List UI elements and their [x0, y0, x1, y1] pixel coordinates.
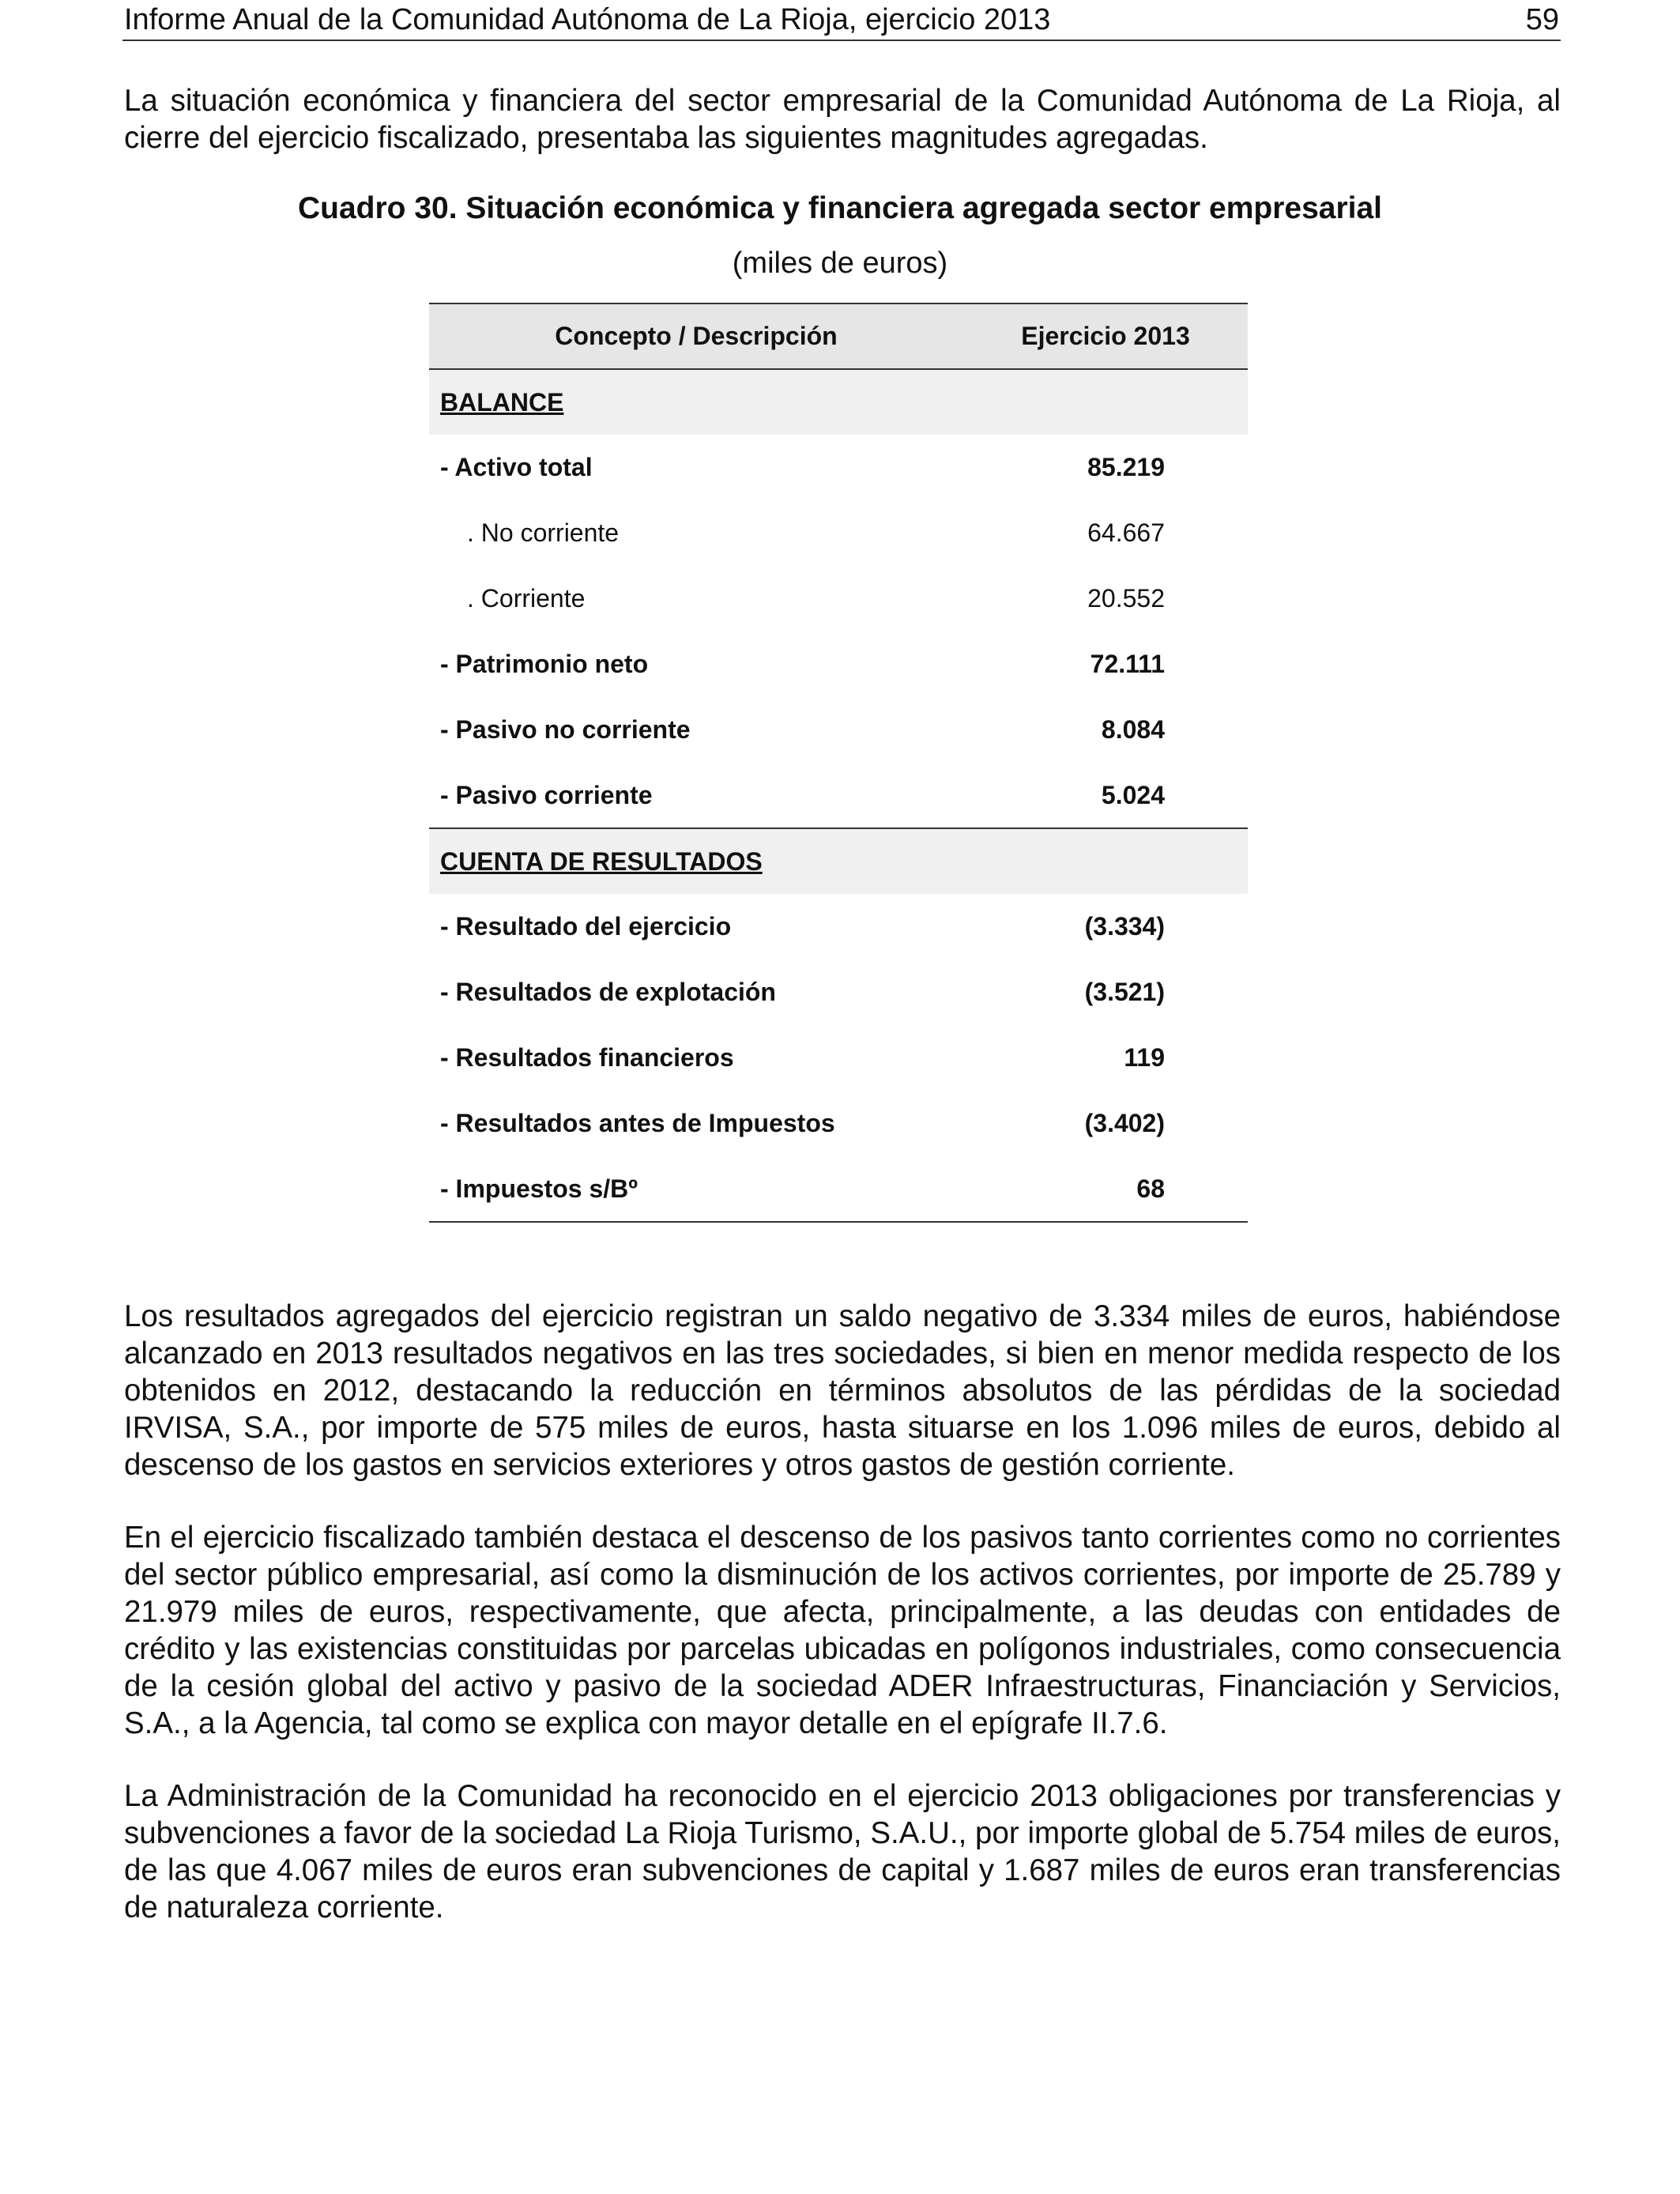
- row-value: (3.402): [1084, 1109, 1165, 1137]
- table-row: [429, 500, 1248, 566]
- results-section-title: CUENTA DE RESULTADOS: [429, 828, 963, 894]
- row-value: (3.334): [1084, 912, 1165, 941]
- table-row: [429, 763, 1248, 828]
- page-number: 59: [1525, 3, 1559, 36]
- body-paragraph-2: En el ejercicio fiscalizado también destaca el descenso de los pasivos tanto corrientes como no corrientes del sector público empresarial, así como la disminución de los activos corrientes, por importe de 25.789 y 21.979 miles de euros, respectivamente, que afecta, principalmente, a las deudas con entidades de crédito y las existencias constituidas por parcelas ubicadas en polígonos industriales, como consecuencia de la cesión global del activo y pasivo de la sociedad ADER Infraestructuras, Financiación y Servicios, S.A., a la Agencia, tal como se explica con mayor detalle en el epígrafe II.7.6.: [124, 1521, 1561, 1740]
- row-label: . No corriente: [467, 518, 620, 547]
- intro-paragraph: La situación económica y financiera del sector empresarial de la Comunidad Autónoma de La Rioja, al cierre del ejercicio fiscalizado, presentaba las siguientes magnitudes agregadas.: [124, 84, 1561, 155]
- table-units: (miles de euros): [732, 247, 948, 280]
- row-label: - Resultados de explotación: [440, 978, 776, 1006]
- balance-section-row: [429, 369, 1248, 435]
- report-title: Informe Anual de la Comunidad Autónoma de La Rioja, ejercicio 2013: [124, 3, 1051, 36]
- row-label: - Patrimonio neto: [440, 650, 649, 678]
- body-paragraph-3: La Administración de la Comunidad ha reconocido en el ejercicio 2013 obligaciones por transferencias y subvenciones a favor de la sociedad La Rioja Turismo, S.A.U., por importe global de 5.754 miles de euros, de las que 4.067 miles de euros eran subvenciones de capital y 1.687 miles de euros eran transferencias de naturaleza corriente.: [124, 1779, 1561, 1924]
- row-label: - Resultados financieros: [440, 1043, 734, 1072]
- financial-table: [429, 303, 1248, 1223]
- table-row: [429, 959, 1248, 1025]
- results-section-row: [429, 828, 1248, 894]
- row-label: - Resultado del ejercicio: [440, 912, 732, 941]
- table-row: [429, 435, 1248, 500]
- row-value: (3.521): [1084, 978, 1165, 1006]
- row-value: 64.667: [1087, 518, 1165, 547]
- body-paragraph-1: Los resultados agregados del ejercicio registran un saldo negativo de 3.334 miles de euros, habiéndose alcanzado en 2013 resultados negativos en las tres sociedades, si bien en menor medida respecto de los obtenidos en 2012, destacando la reducción en términos absolutos de las pérdidas de la sociedad IRVISA, S.A., por importe de 575 miles de euros, hasta situarse en los 1.096 miles de euros, debido al descenso de los gastos en servicios exteriores y otros gastos de gestión corriente.: [124, 1299, 1561, 1482]
- row-value: 20.552: [1087, 584, 1165, 613]
- row-label: - Activo total: [440, 453, 593, 481]
- table-row: [429, 697, 1248, 763]
- col-concept-header: Concepto / Descripción: [429, 303, 963, 369]
- row-label: . Corriente: [467, 584, 586, 613]
- row-label: - Pasivo no corriente: [440, 715, 691, 744]
- table-row: [429, 1091, 1248, 1156]
- row-value: 119: [1124, 1043, 1165, 1072]
- table-row: [429, 631, 1248, 697]
- row-value: 5.024: [1101, 780, 1165, 809]
- row-value: 85.219: [1087, 453, 1165, 481]
- row-label: - Resultados antes de Impuestos: [440, 1109, 835, 1137]
- table-row: [429, 894, 1248, 959]
- row-value: 68: [963, 1156, 1248, 1222]
- row-value: 8.084: [1101, 715, 1165, 744]
- page-header: [122, 0, 1561, 41]
- table-caption: Cuadro 30. Situación económica y financiera agregada sector empresarial: [297, 191, 1383, 225]
- row-label: - Impuestos s/Bº: [429, 1156, 963, 1222]
- table-row: [429, 1025, 1248, 1091]
- row-value: 72.111: [1090, 650, 1165, 678]
- table-row: [429, 1156, 1248, 1222]
- table-row: [429, 566, 1248, 631]
- col-year-header: Ejercicio 2013: [963, 303, 1248, 369]
- row-label: - Pasivo corriente: [440, 780, 653, 809]
- table-header-row: [429, 303, 1248, 369]
- balance-section-title: BALANCE: [440, 387, 564, 417]
